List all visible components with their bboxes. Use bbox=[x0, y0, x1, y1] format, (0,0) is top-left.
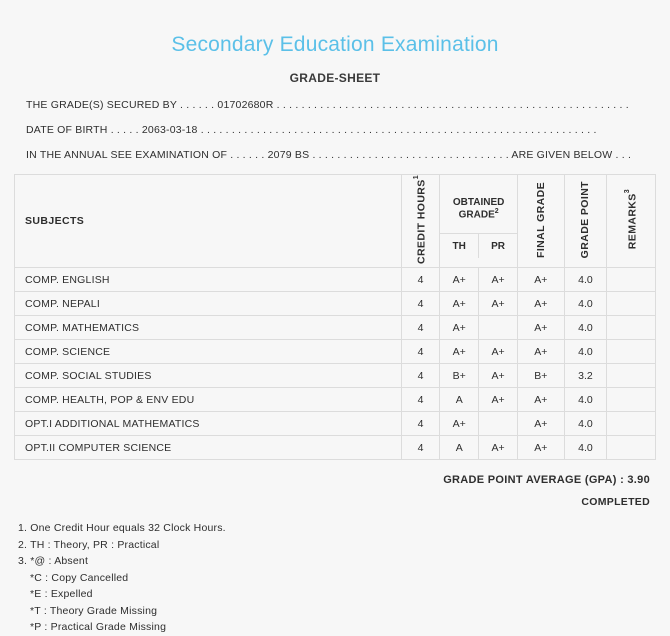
info-dots-1a: . . . . . . bbox=[179, 99, 215, 111]
grades-table bbox=[14, 174, 656, 460]
cell-theory-grade: A bbox=[440, 388, 479, 412]
info-dots-2a: . . . . . bbox=[110, 124, 139, 136]
cell-credit-hours: 4 bbox=[401, 316, 439, 340]
info-dots-3a: . . . . . . bbox=[230, 149, 265, 161]
column-header-practical: PR bbox=[491, 240, 506, 252]
page-subtitle: GRADE-SHEET bbox=[289, 71, 381, 85]
info-label-date-of-birth: DATE OF BIRTH bbox=[26, 124, 108, 136]
column-header-final-grade bbox=[518, 175, 565, 268]
cell-grade-point: 4.0 bbox=[564, 268, 607, 292]
cell-final-grade: A+ bbox=[518, 292, 565, 316]
cell-remarks bbox=[607, 364, 656, 388]
cell-subject: COMP. HEALTH, POP & ENV EDU bbox=[15, 388, 402, 412]
table-row bbox=[15, 388, 656, 412]
remarks-label: REMARKS bbox=[626, 193, 639, 250]
cell-practical-grade: A+ bbox=[479, 292, 518, 316]
footnote-item: 1. One Credit Hour equals 32 Clock Hours. bbox=[18, 522, 226, 535]
column-header-obtained-grade bbox=[440, 175, 518, 268]
cell-final-grade: B+ bbox=[518, 364, 565, 388]
cell-subject: COMP. MATHEMATICS bbox=[15, 316, 402, 340]
footnote-item: 2. TH : Theory, PR : Practical bbox=[18, 538, 160, 551]
cell-theory-grade: B+ bbox=[440, 364, 479, 388]
cell-subject: COMP. SCIENCE bbox=[15, 340, 402, 364]
obtained-grade-label: OBTAINED GRADE bbox=[452, 196, 505, 221]
cell-practical-grade: A+ bbox=[479, 364, 518, 388]
cell-grade-point: 4.0 bbox=[564, 316, 607, 340]
info-dots-2b: . . . . . . . . . . . . . . . . . . . . . . . . . . . . . . . . . . . . . . . . . . . . . . . . . . . . . . . . . . . . . . . . bbox=[200, 124, 597, 136]
grades-table-head bbox=[15, 175, 656, 268]
column-header-grade-point bbox=[564, 175, 607, 268]
cell-final-grade: A+ bbox=[518, 412, 565, 436]
table-row bbox=[15, 268, 656, 292]
cell-remarks bbox=[607, 340, 656, 364]
column-header-subjects: SUBJECTS bbox=[15, 175, 402, 268]
cell-practical-grade: A+ bbox=[479, 388, 518, 412]
cell-theory-grade: A+ bbox=[440, 268, 479, 292]
cell-practical-grade: A+ bbox=[479, 340, 518, 364]
remarks-footnote-marker: 3 bbox=[623, 189, 631, 194]
cell-theory-grade: A+ bbox=[440, 412, 479, 436]
cell-final-grade: A+ bbox=[518, 268, 565, 292]
cell-credit-hours: 4 bbox=[401, 412, 439, 436]
cell-practical-grade: A+ bbox=[479, 268, 518, 292]
gpa-summary: GRADE POINT AVERAGE (GPA) : 3.90 bbox=[443, 474, 650, 487]
cell-subject: OPT.I ADDITIONAL MATHEMATICS bbox=[15, 412, 402, 436]
cell-final-grade: A+ bbox=[518, 388, 565, 412]
cell-theory-grade: A+ bbox=[440, 316, 479, 340]
info-dots-3b: . . . . . . . . . . . . . . . . . . . . . . . . . . . . . . . . bbox=[312, 149, 509, 161]
footnote-item: 3. *@ : Absent bbox=[18, 555, 89, 568]
grades-header-row bbox=[15, 175, 656, 268]
cell-theory-grade: A+ bbox=[440, 340, 479, 364]
cell-remarks bbox=[607, 268, 656, 292]
cell-final-grade: A+ bbox=[518, 340, 565, 364]
info-value-exam-year: 2079 BS bbox=[267, 149, 310, 161]
cell-grade-point: 4.0 bbox=[564, 340, 607, 364]
grades-table-body bbox=[15, 268, 656, 460]
table-row bbox=[15, 340, 656, 364]
cell-grade-point: 4.0 bbox=[564, 436, 607, 460]
footnote-item: *T : Theory Grade Missing bbox=[30, 604, 158, 617]
info-label-exam-year: IN THE ANNUAL SEE EXAMINATION OF bbox=[26, 149, 228, 161]
cell-practical-grade bbox=[479, 316, 518, 340]
cell-credit-hours: 4 bbox=[401, 268, 439, 292]
info-line-grades-secured-by bbox=[26, 99, 648, 111]
info-tail-given-below: ARE GIVEN BELOW . . . bbox=[511, 149, 632, 161]
table-row bbox=[15, 292, 656, 316]
cell-remarks bbox=[607, 388, 656, 412]
credit-hours-label: CREDIT HOURS bbox=[415, 179, 428, 265]
cell-theory-grade: A+ bbox=[440, 292, 479, 316]
footnotes-block bbox=[14, 520, 656, 636]
info-dots-1b: . . . . . . . . . . . . . . . . . . . . . . . . . . . . . . . . . . . . . . . . . . . . . . . . . . . . . . . . . bbox=[276, 99, 629, 111]
student-info-block bbox=[14, 99, 656, 161]
cell-subject: OPT.II COMPUTER SCIENCE bbox=[15, 436, 402, 460]
final-grade-label: FINAL GRADE bbox=[534, 181, 547, 258]
cell-credit-hours: 4 bbox=[401, 292, 439, 316]
cell-subject: COMP. NEPALI bbox=[15, 292, 402, 316]
cell-grade-point: 4.0 bbox=[564, 388, 607, 412]
cell-remarks bbox=[607, 292, 656, 316]
cell-credit-hours: 4 bbox=[401, 436, 439, 460]
cell-credit-hours: 4 bbox=[401, 388, 439, 412]
grade-point-label: GRADE POINT bbox=[579, 180, 592, 259]
cell-subject: COMP. ENGLISH bbox=[15, 268, 402, 292]
info-line-exam-year bbox=[26, 149, 648, 161]
page-title: Secondary Education Examination bbox=[171, 33, 499, 56]
obtained-grade-footnote-marker: 2 bbox=[494, 207, 499, 215]
cell-grade-point: 3.2 bbox=[564, 364, 607, 388]
table-row bbox=[15, 316, 656, 340]
cell-remarks bbox=[607, 316, 656, 340]
cell-remarks bbox=[607, 412, 656, 436]
cell-theory-grade: A bbox=[440, 436, 479, 460]
footnote-item: *E : Expelled bbox=[30, 588, 93, 601]
info-label-grades-secured-by: THE GRADE(S) SECURED BY bbox=[26, 99, 177, 111]
column-header-remarks bbox=[607, 175, 656, 268]
column-header-theory: TH bbox=[440, 234, 479, 258]
cell-subject: COMP. SOCIAL STUDIES bbox=[15, 364, 402, 388]
cell-practical-grade bbox=[479, 412, 518, 436]
info-value-date-of-birth: 2063-03-18 bbox=[141, 124, 198, 136]
table-row bbox=[15, 436, 656, 460]
info-line-date-of-birth bbox=[26, 124, 648, 136]
column-header-credit-hours bbox=[401, 175, 439, 268]
cell-final-grade: A+ bbox=[518, 436, 565, 460]
cell-credit-hours: 4 bbox=[401, 364, 439, 388]
table-row bbox=[15, 412, 656, 436]
cell-practical-grade: A+ bbox=[479, 436, 518, 460]
footnote-item: *P : Practical Grade Missing bbox=[30, 621, 167, 634]
credit-hours-footnote-marker: 1 bbox=[413, 175, 421, 180]
obtained-grade-label-wrap bbox=[440, 184, 517, 234]
cell-remarks bbox=[607, 436, 656, 460]
cell-grade-point: 4.0 bbox=[564, 412, 607, 436]
cell-final-grade: A+ bbox=[518, 316, 565, 340]
info-value-symbol-number: 01702680R bbox=[217, 99, 274, 111]
table-row bbox=[15, 364, 656, 388]
cell-credit-hours: 4 bbox=[401, 340, 439, 364]
footnote-item: *C : Copy Cancelled bbox=[30, 571, 129, 584]
status-badge: COMPLETED bbox=[581, 496, 650, 509]
cell-grade-point: 4.0 bbox=[564, 292, 607, 316]
